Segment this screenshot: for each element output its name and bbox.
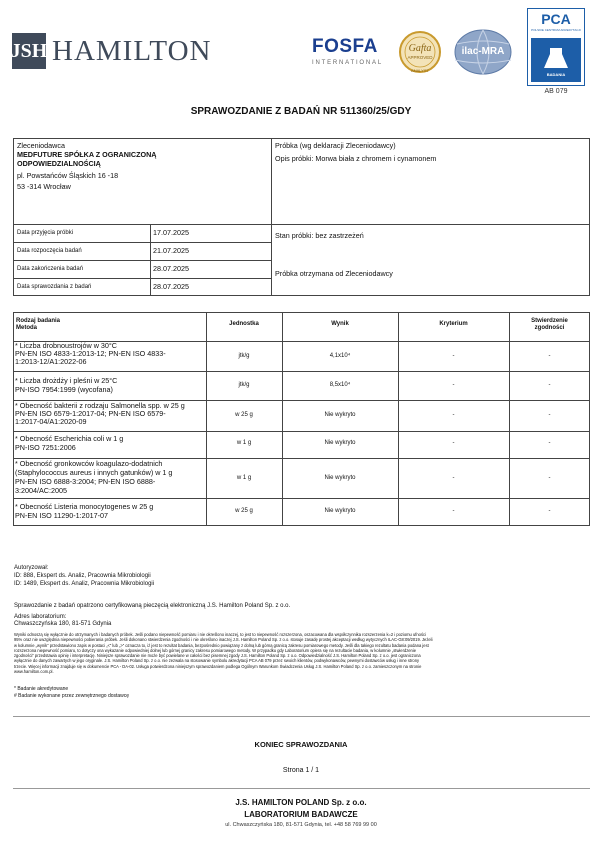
date-label: Data zakończenia badań <box>17 266 84 272</box>
row-method-line: * Liczba drobnoustrojów w 30°C <box>15 341 117 350</box>
row-method-line: * Obecność Listeria monocytogenes w 25 g <box>15 502 154 511</box>
row-unit: w 25 g <box>235 508 253 514</box>
header-result: Wynik <box>331 321 349 327</box>
date-value: 21.07.2025 <box>153 246 189 255</box>
disclaimer-line: rozszerzona niepewność pomiaru, to dotyczy ona wykazanie odpowiedniej dolnej lub górnej granicy zakresu pomiarowego metody. W przypadku gdy Laboratorium opiera się na rezultacie badania, w kolumnie „stwierdzenie <box>14 647 417 653</box>
disclaimer-line: 95% oraz nie uwzględnia niepewności pobierania próbek. Jeśli dokonano stwierdzenia zgodności i nie określono inaczej J.S. Hamilton Poland Sp. z o.o. stosuje zasadę prostej akceptacji według wytycznych ILAC-G8:09/2019. Jeżeli <box>14 637 433 643</box>
sample-description: Opis próbki: Morwa biała z chromem i cynamonem <box>275 154 437 163</box>
row-method-line: 1:2017-04/A1:2020-09 <box>15 417 87 426</box>
row-unit: jtk/g <box>238 382 250 388</box>
date-label: Data przyjęcia próbki <box>17 230 74 236</box>
row-criterion: - <box>452 412 455 418</box>
gafta-logo <box>396 30 444 76</box>
row-result: Nie wykryto <box>324 412 356 418</box>
row-conformity: - <box>548 353 551 359</box>
fosfa-wordmark: FOSFA <box>312 36 378 57</box>
client-address-line2: 53 -314 Wrocław <box>17 182 71 191</box>
row-method-line: 3:2004/AC:2005 <box>15 486 67 495</box>
row-method-line: 1:2013-12/A1:2022-06 <box>15 357 87 366</box>
disclaimer-line: zgodności” przedstawia opinię i interpretację. Niniejsze sprawozdanie nie może być powielane w całości bez pisemnej zgody J.S. Hamilton Poland Sp. z o.o. Odpowiedzialność J.S. Hamilton Poland Sp. z o.o. jest ograniczona <box>14 653 421 659</box>
row-criterion: - <box>452 382 455 388</box>
row-result: Nie wykryto <box>324 440 356 446</box>
hamilton-wordmark: HAMILTON <box>52 35 212 67</box>
header-conformity-line2: zgodności <box>534 325 565 331</box>
note-accredited: * Badanie akredytowane <box>14 686 69 692</box>
row-method-line: (Staphylococcus aureus i innych gatunków) w 1 g <box>15 468 173 477</box>
note-external: # Badanie wykonane przez zewnętrznego dostawcę <box>14 693 130 699</box>
row-unit: w 1 g <box>236 440 252 446</box>
row-method-line: PN-ISO 7251:2006 <box>15 443 76 452</box>
row-method-line: * Liczba drożdży i pleśni w 25°C <box>15 376 118 385</box>
date-value: 28.07.2025 <box>153 264 189 273</box>
row-conformity: - <box>548 412 551 418</box>
gafta-analyst: ANALYST <box>411 68 429 73</box>
row-conformity: - <box>548 475 551 481</box>
row-method-line: * Obecność Escherichia coli w 1 g <box>15 434 124 443</box>
row-criterion: - <box>452 508 455 514</box>
authorized-line2: ID: 1489, Ekspert ds. Analiz, Pracownia Mikrobiologii <box>14 581 155 587</box>
row-method-line: PN-EN ISO 4833-1:2013-12; PN-EN ISO 4833- <box>15 349 166 358</box>
date-value: 17.07.2025 <box>153 228 189 237</box>
row-result: 8,5x10⁴ <box>329 382 351 388</box>
footer-lab: LABORATORIUM BADAWCZE <box>244 810 358 819</box>
row-method-line: PN-ISO 7954:1999 (wycofana) <box>15 385 113 394</box>
header-criterion: Kryterium <box>439 321 468 327</box>
page-number: Strona 1 / 1 <box>282 767 320 774</box>
authorized-line1: ID: 888, Ekspert ds. Analiz, Pracownia Mikrobiologii <box>14 573 151 579</box>
gafta-approved: APPROVED <box>407 55 433 60</box>
sample-condition: Stan próbki: bez zastrzeżeń <box>275 231 364 240</box>
row-method-line: * Obecność bakterii z rodzaju Salmonella spp. w 25 g <box>15 401 185 410</box>
fosfa-subtitle: INTERNATIONAL <box>312 60 383 66</box>
date-label: Data rozpoczęcia badań <box>17 248 82 254</box>
row-unit: jtk/g <box>238 353 250 359</box>
row-unit: w 1 g <box>236 475 252 481</box>
date-value: 28.07.2025 <box>153 282 189 291</box>
disclaimer-line: w kolumnie „wynik” przedstawiono zapis w postaci „<” lub „>” oznacza to, iż jest to rezultat badania, bezpośrednio powiązany z dolną lub górną granicą zakresu pomiarowego metody. Jeśli dla takiego rezultatu badania podana jest <box>14 642 429 648</box>
client-name-line1: MEDFUTURE SPÓŁKA Z OGRANICZONĄ <box>17 150 157 159</box>
pca-accreditation-number: AB 079 <box>544 88 568 95</box>
sample-received-from: Próbka otrzymana od Zleceniodawcy <box>275 269 393 278</box>
pca-logo <box>527 8 585 96</box>
fosfa-logo <box>312 36 392 74</box>
row-unit: w 25 g <box>235 412 253 418</box>
row-method-line: PN-EN ISO 6888-3:2004; PN-EN ISO 6888- <box>15 477 156 486</box>
row-result: Nie wykryto <box>324 508 356 514</box>
row-result: 4,1x10⁴ <box>329 353 351 359</box>
gafta-word: Gafta <box>408 43 432 54</box>
disclaimer-line: Wyniki odnoszą się wyłącznie do otrzymanych i badanych próbek. Jeśli podano niepewność pomiaru i nie określono inaczej, to jest to niepewność rozszerzona, oszacowana dla współczynnika rozszerzenia k=2 i poziomu ufności <box>14 632 426 637</box>
row-conformity: - <box>548 508 551 514</box>
report-title: SPRAWOZDANIE Z BADAŃ NR 511360/25/GDY <box>190 106 412 117</box>
header-method-line2: Metoda <box>16 325 37 331</box>
footer-company: J.S. HAMILTON POLAND Sp. z o.o. <box>235 798 367 807</box>
ilac-mra-logo <box>451 28 515 76</box>
pca-subtitle: POLSKIE CENTRUM AKREDYTACJI <box>531 28 581 32</box>
row-result: Nie wykryto <box>324 475 356 481</box>
ilac-word: ilac-MRA <box>461 46 505 57</box>
header-method-line1: Rodzaj badania <box>16 318 61 324</box>
hamilton-mark: JSH <box>12 33 46 69</box>
row-criterion: - <box>452 475 455 481</box>
seal-note: Sprawozdanie z badań opatrzono certyfikowaną pieczęcią elektroniczną J.S. Hamilton Poland Sp. z o.o. <box>14 603 291 609</box>
disclaimer-line: www.hamilton.com.pl. <box>14 669 54 675</box>
disclaimer-line: wyłącznie do danych zawartych w jego oryginale. J.S. Hamilton Poland Sp. z o.o. nie zezwala na stosowanie symbolu akredytacji PCA AB 079 przez swoich klientów, podwykonawców, pewnymi dostawców usług i inne strony <box>14 658 420 664</box>
row-conformity: - <box>548 440 551 446</box>
hamilton-logo <box>12 33 242 73</box>
header-unit: Jednostka <box>229 321 259 327</box>
pca-badania: BADANIA <box>546 72 566 77</box>
date-label: Data sprawozdania z badań <box>17 284 92 290</box>
row-method-line: PN-EN ISO 6579-1:2017-04; PN-EN ISO 6579- <box>15 409 166 418</box>
row-conformity: - <box>548 382 551 388</box>
row-method-line: * Obecność gronkowców koagulazo-dodatnich <box>15 459 163 468</box>
pca-title: PCA <box>541 11 571 27</box>
lab-address-value: Chwaszczyńska 180, 81-571 Gdynia <box>14 621 112 627</box>
disclaimer <box>14 632 591 674</box>
client-label: Zleceniodawca <box>17 141 65 150</box>
sample-label: Próbka (wg deklaracji Zleceniodawcy) <box>275 141 396 150</box>
client-name-line2: ODPOWIEDZIALNOŚCIĄ <box>17 159 101 168</box>
row-method-line: PN-EN ISO 11290-1:2017-07 <box>15 511 108 520</box>
disclaimer-line: trzecie. Więcej informacji znajduje się w dokumencie PCA - DA-02. Usługa potwierdzona niniejszym sprawozdaniem podlega Ogólnym Warunkom Świadczenia Usług J.S. Hamilton Poland Sp. z o.o. zamieszczonym na stronie <box>14 663 422 669</box>
lab-address-label: Adres laboratorium: <box>14 614 67 620</box>
end-of-report: KONIEC SPRAWOZDANIA <box>254 740 348 749</box>
header-conformity-line1: Stwierdzenie <box>531 318 568 324</box>
row-criterion: - <box>452 353 455 359</box>
row-criterion: - <box>452 440 455 446</box>
authorized-label: Autoryzował: <box>14 565 49 571</box>
footer-address: ul. Chwaszczyńska 180, 81-571 Gdynia, tel. +48 58 769 99 00 <box>225 822 377 828</box>
client-address-line1: pl. Powstańców Śląskich 16 -18 <box>17 171 119 180</box>
